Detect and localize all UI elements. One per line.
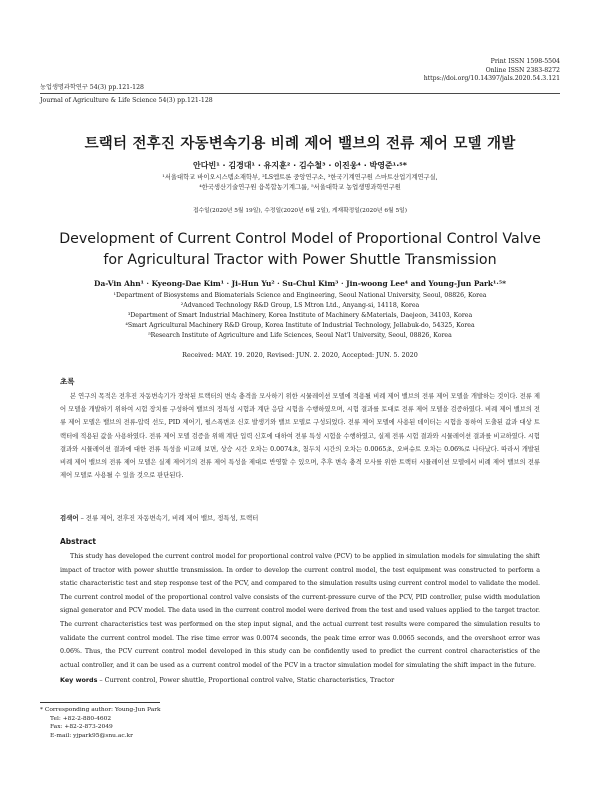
title-english xyxy=(40,229,560,271)
dates-korean: 접수일(2020년 5월 19일), 수정일(2020년 6월 2일), 게재확정일(2020년 6월 5일) xyxy=(192,208,408,214)
affiliation-en-5: ⁵Research Institute of Agriculture and Life Sciences, Seoul Nat’l University, Seoul, 08826, Korea xyxy=(148,332,452,339)
abstract-en-text: This study has developed the current control model for proportional control valve (PCV) to be applied in simulation models for simulating the shift impact of tractor with power shuttle transmission. In order to develop the current control model, the test equipment was constructed to perform a static characteristic test and step response test of the PCV, and compared to the simulation results using current control model to validate the model. The current control model of the proportional control valve consists of the current-pressure curve of the PCV, PID controller, pulse width modulation signal generator and PCV model. The data used in the current control model were derived from the test and used values applied to the target tractor. The current characteristics test was performed on the step input signal, and the actual current test results were compared the simulation results to validate the current control model. The rise time error was 0.0074 seconds, the peak time error was 0.0065 seconds, and the overshoot error was 0.06%. Thus, the PCV current control model developed in this study can be confidently used to predict the current control characteristics of the actual controller, and it can be used as a current control model of the PCV in a tractor simulation model for simulating the shift impact in the future. xyxy=(60,553,540,669)
keywords-en-text: – Current control, Power shuttle, Proportional control valve, Static characteristics, Tractor xyxy=(97,676,395,684)
authors-english: Da-Vin Ahn¹ · Kyeong-Dae Kim¹ · Ji-Hun Yu² · Su-Chul Kim³ · Jin-woong Lee⁴ and Young-Jun Park¹·⁵* xyxy=(94,279,506,288)
keywords-en-label: Key words xyxy=(60,676,98,684)
abstract-ko-heading: 초록 xyxy=(60,377,75,386)
print-issn: Print ISSN 1598-5504 xyxy=(490,58,560,65)
abstract-en-heading: Abstract xyxy=(60,537,97,546)
keywords-english xyxy=(60,676,540,684)
abstract-korean xyxy=(60,390,540,482)
keywords-korean xyxy=(60,513,540,522)
footnote-rule xyxy=(40,702,160,703)
title-english-line-1: Development of Current Control Model of Proportional Control Valve xyxy=(59,231,541,247)
footnote xyxy=(40,706,161,740)
abstract-ko-text: 본 연구의 목적은 전후진 자동변속기가 장착된 트랙터의 변속 충격을 모사하기 위한 시뮬레이션 모델에 적용될 비례 제어 밸브의 전류 제어 모델을 개발하는 것이다. 전류 제어 모델을 개발하기 위하여 시험 장치를 구성하여 밸브의 정특성 시험과 계단 응답 시험을 수행하였으며, 시험 결과를 토대로 전류 제어 모델을 검증하였다. 비례 제어 밸브의 전류 제어 모델은 밸브의 전류-압력 선도, PID 제어기, 펄스폭변조 신호 발생기와 밸브 모델로 구성되었다. 전류 제어 모델에 사용된 데이터는 시험을 통하여 도출된 값과 대상 트랙터에 적용된 값을 사용하였다. 전류 제어 모델 검증을 위해 계단 입력 신호에 대하여 전류 특성 시험을 수행하였고, 실제 전류 시험 결과와 시뮬레이션 결과를 비교하였다. 시험 결과와 시뮬레이션 결과에 대한 전류 특성을 비교해 보면, 상승 시간 오차는 0.0074초, 첨두치 시간의 오차는 0.0065초, 오버슈트 오차는 0.06%로 나타났다. 따라서 개발된 비례 제어 밸브의 전류 제어 모델은 실제 제어기의 전류 제어 특성을 제대로 반영할 수 있으며, 추후 변속 충격 모사를 위한 트랙터 시뮬레이션 모델에서 비례 제어 밸브의 전류 제어 모델로 사용될 수 있을 것으로 판단된다. xyxy=(60,393,540,480)
title-english-line-2: for Agricultural Tractor with Power Shuttle Transmission xyxy=(103,252,497,268)
journal-ko: 농업생명과학연구 54(3) pp.121-128 xyxy=(40,84,144,91)
affiliation-ko-2: ⁴한국생산기술연구원 융복합농기계그룹, ⁵서울대학교 농업생명과학연구원 xyxy=(199,184,401,191)
affiliation-en-3: ³Department of Smart Industrial Machinery, Korea Institute of Machinery &Materials, Daejeon, 34103, Korea xyxy=(127,312,473,319)
affiliation-en-1: ¹Department of Biosystems and Biomaterials Science and Engineering, Seoul National University, Seoul, 08826, Korea xyxy=(113,292,487,299)
online-issn: Online ISSN 2383-8272 xyxy=(485,66,560,74)
dates-english: Received: MAY. 19. 2020, Revised: JUN. 2. 2020, Accepted: JUN. 5. 2020 xyxy=(182,351,418,359)
header-rule xyxy=(40,93,560,94)
doi-link[interactable]: https://doi.org/10.14397/jals.2020.54.3.121 xyxy=(423,75,560,83)
keywords-ko-text: – 전류 제어, 전후진 자동변속기, 비례 제어 밸브, 정특성, 트랙터 xyxy=(78,514,259,522)
abstract-english xyxy=(60,550,540,672)
issn-block xyxy=(424,58,560,84)
journal-en: Journal of Agriculture & Life Science 54(3) pp.121-128 xyxy=(40,97,213,104)
affiliation-en-2: ²Advanced Technology R&D Group, LS Mtron Ltd., Anyang-si, 14118, Korea xyxy=(180,302,420,309)
footnote-tel: Tel: +82-2-880-4602 xyxy=(50,715,112,722)
affiliation-ko-1: ¹서울대학교 바이오시스템소재학부, ²LS엠트론 중앙연구소, ³한국기계연구원 스마트산업기계연구실, xyxy=(162,174,438,181)
keywords-ko-label: 검색어 xyxy=(60,514,79,522)
title-korean: 트랙터 전후진 자동변속기용 비례 제어 밸브의 전류 제어 모델 개발 xyxy=(84,136,516,152)
corresponding-author: * Corresponding author: Young-Jun Park xyxy=(40,707,161,713)
authors-korean: 안다빈¹ · 김경대¹ · 유지훈² · 김수철³ · 이진웅⁴ · 박영준¹·⁵* xyxy=(193,161,407,170)
footnote-email[interactable]: E-mail: yjpark95@snu.ac.kr xyxy=(50,732,133,739)
footnote-fax: Fax: +82-2-873-2049 xyxy=(50,724,113,731)
affiliation-en-4: ⁴Smart Agricultural Machinery R&D Group, Korea Institute of Industrial Technology, Jellabuk-do, 54325, Korea xyxy=(125,322,475,329)
